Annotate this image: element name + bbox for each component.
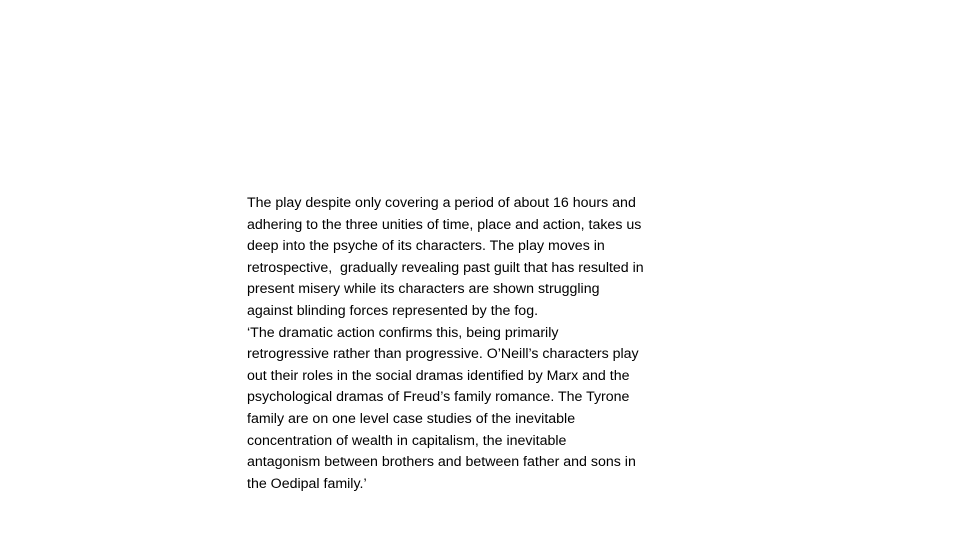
text-line: present misery while its characters are shown struggling [247,281,600,298]
text-line: retrospective, gradually revealing past guilt that has resulted in [247,259,644,276]
text-line: deep into the psyche of its characters. The play moves in [247,238,605,255]
text-line: The play despite only covering a period of about 16 hours and [247,195,636,211]
quote-line: concentration of wealth in capitalism, the inevitable [247,432,567,449]
quote-line: the Oedipal family.’ [247,475,367,492]
quote-line: antagonism between brothers and between father and sons in [247,454,636,471]
text-line: against blinding forces represented by the fog. [247,302,539,319]
quote-line: family are on one level case studies of the inevitable [247,410,576,427]
body-text [247,193,727,495]
quote-line: out their roles in the social dramas identified by Marx and the [247,367,630,384]
text-line: adhering to the three unities of time, place and action, takes us [247,216,642,233]
quote-line: ‘The dramatic action confirms this, being primarily [247,324,559,341]
quote-line: psychological dramas of Freud’s family romance. The Tyrone [247,389,630,406]
quote-line: retrogressive rather than progressive. O’Neill’s characters play [247,346,639,363]
